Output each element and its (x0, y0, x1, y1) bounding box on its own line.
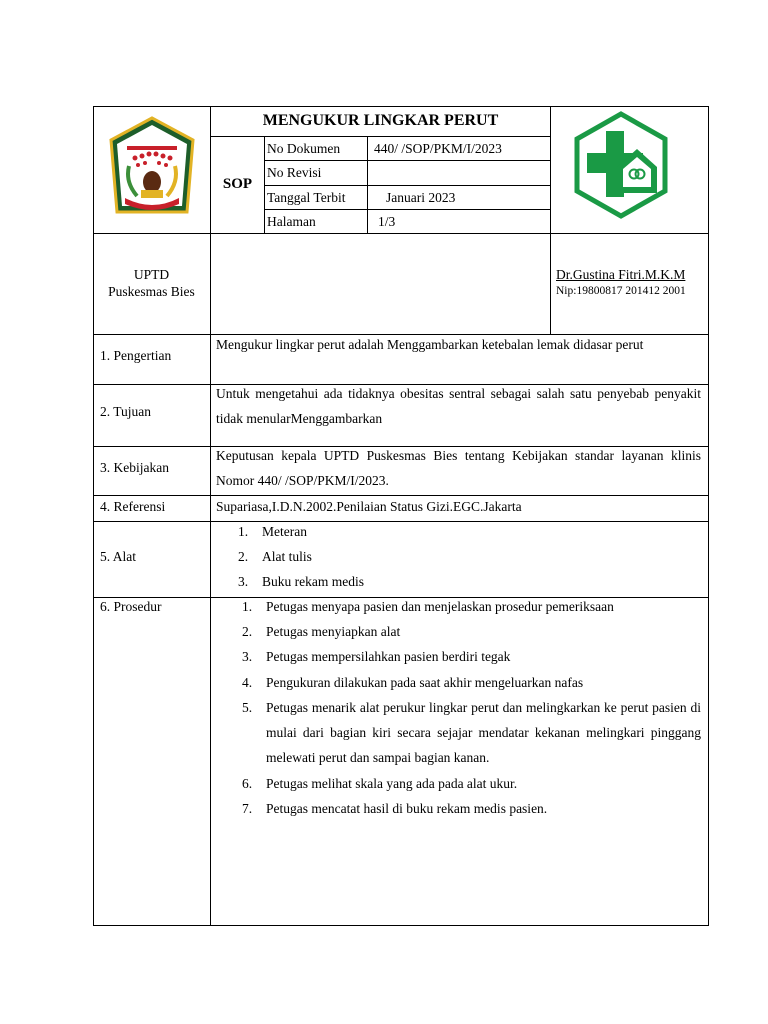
meta-value-tanggal-terbit: Januari 2023 (386, 190, 456, 205)
district-emblem-icon (107, 116, 197, 218)
signer-name: Dr.Gustina Fitri.M.K.M (556, 267, 686, 282)
alat-item-number: 3. (238, 574, 249, 589)
prosedur-item-number: 7. (242, 801, 253, 816)
meta-value-halaman: 1/3 (378, 214, 396, 229)
signer-nip: Nip:19800817 201412 2001 (556, 285, 686, 297)
section-label-referensi: 4. Referensi (100, 499, 166, 514)
meta-label-no-dokumen: No Dokumen (267, 141, 341, 156)
alat-item: Alat tulis (262, 549, 312, 564)
section-label-pengertian: 1. Pengertian (100, 348, 172, 363)
section-label-kebijakan: 3. Kebijakan (100, 460, 169, 475)
section-line-5 (93, 521, 709, 522)
alat-item-number: 1. (238, 524, 249, 539)
alat-item-number: 2. (238, 549, 249, 564)
meta-label-halaman: Halaman (267, 214, 316, 229)
section-text-kebijakan: Keputusan kepala UPTD Puskesmas Bies tentang Kebijakan standar layanan klinis Nomor 440/ /SOP/PKM/I/2023. (216, 448, 701, 488)
section-text-tujuan: Untuk mengetahui ada tidaknya obesitas sentral sebagai salah satu penyebab penyakit tidak menularMenggambarkan (216, 386, 701, 426)
border-bottom (93, 925, 709, 926)
puskesmas-logo-icon (573, 111, 669, 219)
prosedur-item-number: 2. (242, 624, 253, 639)
border-top (93, 106, 709, 107)
border-left (93, 106, 94, 926)
document-title: MENGUKUR LINGKAR PERUT (262, 112, 499, 129)
prosedur-item: Petugas menyiapkan alat (266, 624, 401, 639)
prosedur-item-number: 5. (242, 700, 253, 715)
section-label-prosedur: 6. Prosedur (100, 599, 162, 614)
prosedur-item: Petugas menyapa pasien dan menjelaskan prosedur pemeriksaan (266, 599, 614, 614)
meta-value-no-dokumen: 440/ /SOP/PKM/I/2023 (374, 141, 502, 156)
logo-column-divider (550, 106, 551, 334)
prosedur-item: Petugas menarik alat perukur lingkar perut dan melingkarkan ke perut pasien di mulai dari bagian kiri secara sejajar mendatar kekanan melingkari pinggang melewati perut dan sampai bagian kanan. (266, 700, 701, 765)
org-name-line-2: Puskesmas Bies (108, 284, 195, 299)
prosedur-item: Pengukuran dilakukan pada saat akhir mengeluarkan nafas (266, 675, 584, 690)
meta-label-tanggal-terbit: Tanggal Terbit (267, 190, 346, 205)
sop-document (93, 106, 709, 926)
meta-label-no-revisi: No Revisi (267, 165, 322, 180)
prosedur-item: Petugas melihat skala yang ada pada alat ukur. (266, 776, 518, 791)
prosedur-item-number: 3. (242, 649, 253, 664)
alat-item: Buku rekam medis (262, 574, 364, 589)
section-text-pengertian: Mengukur lingkar perut adalah Menggambarkan ketebalan lemak didasar perut (216, 337, 644, 352)
section-text-referensi: Supariasa,I.D.N.2002.Penilaian Status Gizi.EGC.Jakarta (216, 499, 522, 514)
prosedur-item-number: 4. (242, 675, 253, 690)
section-label-tujuan: 2. Tujuan (100, 404, 152, 419)
prosedur-item: Petugas mencatat hasil di buku rekam medis pasien. (266, 801, 548, 816)
label-column-divider (210, 106, 211, 926)
header-bottom-line (93, 233, 709, 234)
section-label-alat: 5. Alat (100, 549, 136, 564)
border-right (708, 106, 709, 926)
alat-item: Meteran (262, 524, 307, 539)
prosedur-item: Petugas mempersilahkan pasien berdiri tegak (266, 649, 511, 664)
org-name-line-1: UPTD (133, 267, 170, 282)
sop-label: SOP (222, 176, 253, 192)
prosedur-item-number: 6. (242, 776, 253, 791)
prosedur-item-number: 1. (242, 599, 253, 614)
